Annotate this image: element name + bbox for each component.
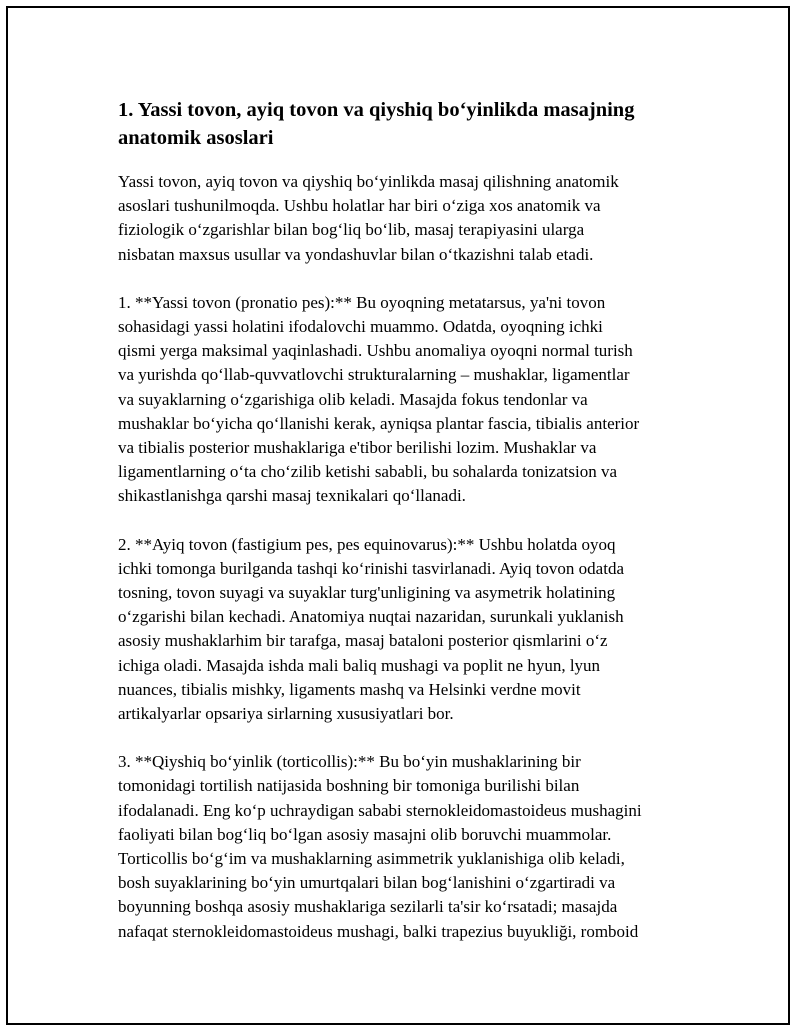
text-line: va suyaklarning o‘zgarishiga olib keladi. Masajda fokus tendonlar va	[118, 389, 588, 409]
text-line: bosh suyaklarining bo‘yin umurtqalari bilan bog‘lanishini o‘zgartiradi va	[118, 873, 616, 893]
text-line: va tibialis posterior mushaklariga e'tibor berilishi lozim. Mushaklar va	[118, 438, 597, 458]
text-line: 3. **Qiyshiq bo‘yinlik (torticollis):** Bu bo‘yin mushaklarining bir	[118, 752, 581, 772]
text-line: 1. **Yassi tovon (pronatio pes):** Bu oyoqning metatarsus, ya'ni tovon	[118, 292, 606, 312]
flat-foot-paragraph	[118, 291, 698, 509]
document-content	[118, 96, 698, 968]
text-line: ifodalanadi. Eng ko‘p uchraydigan sababi sternokleidomastoideus mushagini	[118, 800, 642, 820]
text-line: o‘zgarishi bilan kechadi. Anatomiya nuqtai nazaridan, surunkali yuklanish	[118, 607, 624, 627]
text-line: asoslari tushunilmoqda. Ushbu holatlar har biri o‘ziga xos anatomik va	[118, 196, 601, 216]
text-line: ichki tomonga burilganda tashqi ko‘rinishi tasvirlanadi. Ayiq tovon odatda	[118, 558, 624, 578]
club-foot-paragraph	[118, 533, 698, 727]
torticollis-paragraph	[118, 750, 698, 944]
text-line: sohasidagi yassi holatini ifodalovchi muammo. Odatda, oyoqning ichki	[118, 317, 603, 337]
text-line: 2. **Ayiq tovon (fastigium pes, pes equinovarus):** Ushbu holatda oyoq	[118, 534, 616, 554]
text-line: tosning, tovon suyagi va suyaklar turg'unligining va asymetrik holatining	[118, 583, 616, 603]
text-line: faoliyati bilan bog‘liq bo‘lgan asosiy masajni olib boruvchi muammolar.	[118, 824, 612, 844]
text-line: artikalyarlar opsariya sirlarning xususiyatlari bor.	[118, 704, 454, 724]
text-line: shikastlanishga qarshi masaj texnikalari qo‘llanadi.	[118, 486, 466, 506]
text-line: va yurishda qo‘llab-quvvatlovchi strukturalarning – mushaklar, ligamentlar	[118, 365, 630, 385]
text-line: ligamentlarning o‘ta cho‘zilib ketishi sababli, bu sohalarda tonizatsion va	[118, 462, 618, 482]
text-line: fiziologik o‘zgarishlar bilan bog‘liq bo‘lib, masaj terapiyasini ularga	[118, 220, 585, 240]
section-title-line: 1. Yassi tovon, ayiq tovon va qiyshiq bo‘yinlikda masajning	[118, 99, 635, 121]
text-line: boyunning boshqa asosiy mushaklariga sezilarli ta'sir ko‘rsatadi; masajda	[118, 897, 618, 917]
text-line: qismi yerga maksimal yaqinlashadi. Ushbu anomaliya oyoqni normal turish	[118, 341, 633, 361]
text-line: nisbatan maxsus usullar va yondashuvlar bilan o‘tkazishni talab etadi.	[118, 244, 594, 264]
section-title-line: anatomik asoslari	[118, 127, 274, 149]
text-line: asosiy mushaklarhim bir tarafga, masaj bataloni posterior qismlarini o‘z	[118, 631, 608, 651]
text-line: tomonidagi tortilish natijasida boshning bir tomoniga burilishi bilan	[118, 776, 580, 796]
text-line: mushaklar bo‘yicha qo‘llanishi kerak, ayniqsa plantar fascia, tibialis anterior	[118, 413, 640, 433]
document-page	[6, 6, 790, 1025]
text-line: ichiga oladi. Masajda ishda mali baliq mushagi va poplit ne hyun, lyun	[118, 655, 601, 675]
text-line: nafaqat sternokleidomastoideus mushagi, balki trapezius buyukliği, romboid	[118, 921, 639, 941]
text-line: Torticollis bo‘g‘im va mushaklarning asimmetrik yuklanishiga olib keladi,	[118, 849, 625, 869]
text-line: Yassi tovon, ayiq tovon va qiyshiq bo‘yinlikda masaj qilishning anatomik	[118, 172, 619, 191]
intro-paragraph	[118, 170, 698, 267]
section-title	[118, 96, 698, 152]
text-line: nuances, tibialis mishky, ligaments mashq va Helsinki verdne movit	[118, 679, 581, 699]
